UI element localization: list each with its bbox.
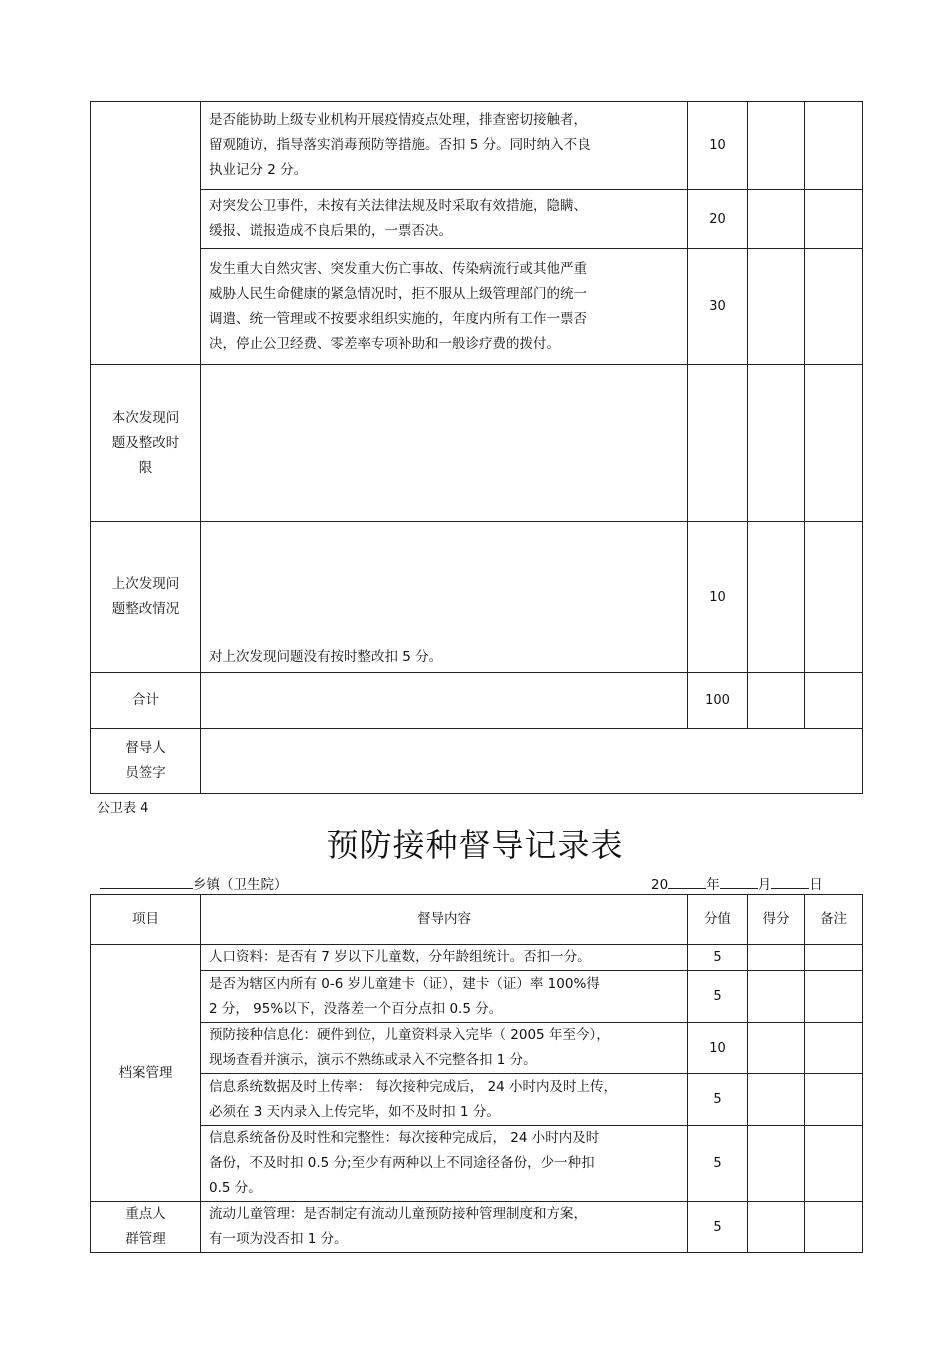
score-cell: 10 — [688, 1023, 748, 1074]
table-row — [91, 1126, 863, 1202]
remark-cell[interactable] — [805, 1023, 863, 1074]
item-cell: 档案管理 — [91, 945, 201, 1202]
earned-score-cell[interactable] — [748, 1074, 805, 1126]
remark-cell[interactable] — [805, 522, 863, 673]
year-label: 年 — [706, 877, 720, 893]
content-cell: 信息系统数据及时上传率： 每次接种完成后， 24 小时内及时上传， 必须在 3 天内录入上传完毕，如不及时扣 1 分。 — [201, 1074, 688, 1126]
earned-score-cell[interactable] — [748, 1126, 805, 1202]
township-line — [100, 873, 288, 893]
remark-cell[interactable] — [805, 1126, 863, 1202]
remark-cell[interactable] — [805, 249, 863, 365]
earned-score-cell[interactable] — [748, 945, 805, 971]
content-cell: 流动儿童管理：是否制定有流动儿童预防接种管理制度和方案， 有一项为没否扣 1 分。 — [201, 1202, 688, 1253]
header-earned: 得分 — [748, 895, 805, 945]
current-issues-cell[interactable] — [201, 365, 688, 522]
content-cell — [201, 673, 688, 729]
table-row — [91, 971, 863, 1023]
signature-cell[interactable] — [201, 729, 863, 794]
earned-score-cell[interactable] — [748, 673, 805, 729]
day-blank[interactable] — [771, 875, 809, 889]
table-row — [91, 1074, 863, 1126]
month-blank[interactable] — [720, 875, 758, 889]
header-remark: 备注 — [805, 895, 863, 945]
year-blank[interactable] — [668, 875, 706, 889]
earned-score-cell[interactable] — [748, 365, 805, 522]
item-cell: 重点人 群管理 — [91, 1202, 201, 1253]
earned-score-cell[interactable] — [748, 1023, 805, 1074]
remark-cell[interactable] — [805, 673, 863, 729]
earned-score-cell[interactable] — [748, 190, 805, 249]
earned-score-cell[interactable] — [748, 522, 805, 673]
header-content: 督导内容 — [201, 895, 688, 945]
supervision-table-continued — [90, 101, 863, 794]
score-cell: 5 — [688, 1074, 748, 1126]
item-cell: 本次发现问 题及整改时 限 — [91, 365, 201, 522]
score-cell: 5 — [688, 971, 748, 1023]
day-label: 日 — [809, 877, 823, 893]
content-cell: 人口资料：是否有 7 岁以下儿童数，分年龄组统计。否扣一分。 — [201, 945, 688, 971]
year-prefix: 20 — [651, 877, 669, 893]
header-score: 分值 — [688, 895, 748, 945]
score-cell: 10 — [688, 522, 748, 673]
score-cell — [688, 365, 748, 522]
signature-label-cell: 督导人 员签字 — [91, 729, 201, 794]
item-cell: 上次发现问 题整改情况 — [91, 522, 201, 673]
remark-cell[interactable] — [805, 971, 863, 1023]
content-cell: 是否能协助上级专业机构开展疫情疫点处理，排查密切接触者， 留观随访，指导落实消毒预防等措施。否扣 5 分。同时纳入不良 执业记分 2 分。 — [201, 102, 688, 190]
page-title: 预防接种督导记录表 — [326, 826, 624, 864]
table-row — [91, 522, 863, 673]
table-row — [91, 729, 863, 794]
score-cell: 5 — [688, 945, 748, 971]
total-score-cell: 100 — [688, 673, 748, 729]
table-row — [91, 365, 863, 522]
table-row — [91, 102, 863, 190]
vaccination-supervision-table — [90, 894, 863, 1253]
header-item: 项目 — [91, 895, 201, 945]
table-row — [91, 673, 863, 729]
month-label: 月 — [757, 877, 772, 893]
score-cell: 10 — [688, 102, 748, 190]
table-header-row — [91, 895, 863, 945]
table-row — [91, 1023, 863, 1074]
total-label-cell: 合计 — [91, 673, 201, 729]
remark-cell[interactable] — [805, 1202, 863, 1253]
earned-score-cell[interactable] — [748, 249, 805, 365]
remark-cell[interactable] — [805, 190, 863, 249]
table-row — [91, 190, 863, 249]
date-line — [651, 873, 823, 893]
table-row — [91, 1202, 863, 1253]
score-cell: 5 — [688, 1202, 748, 1253]
content-cell: 对突发公卫事件，未按有关法律法规及时采取有效措施，隐瞒、 缓报、谎报造成不良后果的，一票否决。 — [201, 190, 688, 249]
form-label: 公卫表 4 — [97, 801, 149, 816]
score-cell: 5 — [688, 1126, 748, 1202]
remark-cell[interactable] — [805, 102, 863, 190]
earned-score-cell[interactable] — [748, 102, 805, 190]
content-cell: 发生重大自然灾害、突发重大伤亡事故、传染病流行或其他严重 威胁人民生命健康的紧急情况时，拒不服从上级管理部门的统一 调遣、统一管理或不按要求组织实施的，年度内所有工作一票否 决，停止公卫经费、零差率专项补助和一般诊疗费的拨付。 — [201, 249, 688, 365]
content-cell: 预防接种信息化：硬件到位，儿童资料录入完毕（ 2005 年至今）， 现场查看并演示，演示不熟练或录入不完整各扣 1 分。 — [201, 1023, 688, 1074]
table-row — [91, 945, 863, 971]
score-cell: 20 — [688, 190, 748, 249]
score-cell: 30 — [688, 249, 748, 365]
content-cell: 信息系统备份及时性和完整性：每次接种完成后， 24 小时内及时 备份，不及时扣 0.5 分;至少有两种以上不同途径备份，少一种扣 0.5 分。 — [201, 1126, 688, 1202]
remark-cell[interactable] — [805, 945, 863, 971]
table-row — [91, 249, 863, 365]
content-cell: 对上次发现问题没有按时整改扣 5 分。 — [201, 522, 688, 673]
earned-score-cell[interactable] — [748, 971, 805, 1023]
earned-score-cell[interactable] — [748, 1202, 805, 1253]
township-suffix: 乡镇（卫生院） — [193, 877, 288, 893]
remark-cell[interactable] — [805, 1074, 863, 1126]
content-cell: 是否为辖区内所有 0-6 岁儿童建卡（证），建卡（证）率 100%得 2 分， 95%以下，没落差一个百分点扣 0.5 分。 — [201, 971, 688, 1023]
township-blank[interactable] — [100, 875, 193, 889]
remark-cell[interactable] — [805, 365, 863, 522]
item-cell — [91, 102, 201, 365]
